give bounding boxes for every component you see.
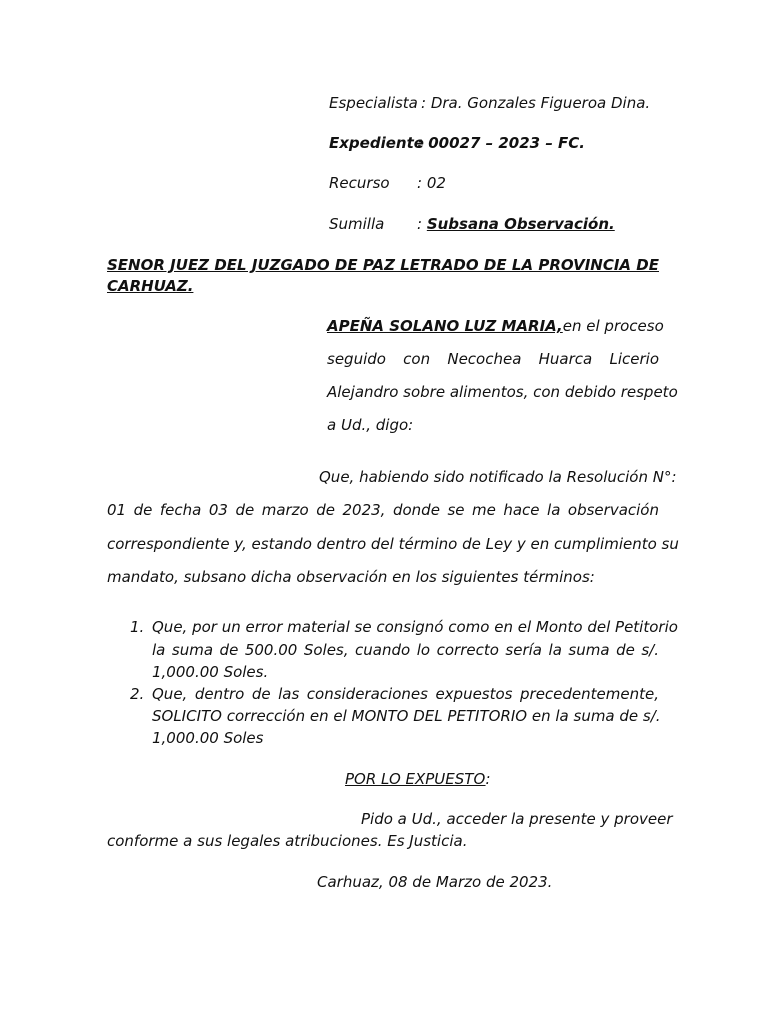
addressee-line-1: SENOR JUEZ DEL JUZGADO DE PAZ LETRADO DE LA PROVINCIA DE — [107, 256, 659, 274]
list-item-1-line-3: 1,000.00 Soles. — [152, 663, 269, 681]
party-line-1-rest: en el proceso — [562, 317, 664, 335]
body-line-1: Que, habiendo sido notificado la Resolución N°: — [319, 468, 677, 486]
list-item-1-line-2: la suma de 500.00 Soles, cuando lo correcto sería la suma de s/. — [152, 641, 659, 659]
especialista-value: : Dra. Gonzales Figueroa Dina. — [421, 94, 651, 112]
sumilla-label: Sumilla — [329, 215, 385, 233]
party-line-2: seguido con Necochea Huarca Licerio — [327, 350, 659, 368]
list-item-2-line-2: SOLICITO corrección en el MONTO DEL PETITORIO en la suma de s/. — [152, 707, 661, 725]
expediente-value: : 00027 – 2023 – FC. — [417, 134, 585, 152]
party-line-1 — [327, 317, 664, 335]
body-line-3: correspondiente y, estando dentro del término de Ley y en cumplimiento su — [107, 535, 679, 553]
body-line-4: mandato, subsano dicha observación en los siguientes términos: — [107, 568, 595, 586]
closing-heading: POR LO EXPUESTO — [345, 770, 486, 788]
party-line-3: Alejandro sobre alimentos, con debido respeto — [327, 383, 678, 401]
list-item-1-number: 1. — [130, 618, 145, 636]
closing-heading-line — [345, 770, 491, 788]
closing-line-1: Pido a Ud., acceder la presente y proveer — [361, 810, 673, 828]
closing-heading-suffix: : — [485, 770, 491, 788]
addressee-line-2: CARHUAZ. — [107, 277, 194, 295]
recurso-label: Recurso — [329, 174, 390, 192]
especialista-label: Especialista — [329, 94, 418, 112]
party-line-4: a Ud., digo: — [327, 416, 414, 434]
party-name: APEÑA SOLANO LUZ MARIA, — [327, 317, 563, 335]
closing-date: Carhuaz, 08 de Marzo de 2023. — [317, 873, 553, 891]
list-item-2-number: 2. — [130, 685, 145, 703]
closing-line-2: conforme a sus legales atribuciones. Es Justicia. — [107, 832, 468, 850]
list-item-2-line-3: 1,000.00 Soles — [152, 729, 264, 747]
sumilla-value: Subsana Observación. — [426, 215, 615, 233]
list-item-1-line-1: Que, por un error material se consignó como en el Monto del Petitorio — [152, 618, 678, 636]
list-item-2-line-1: Que, dentro de las consideraciones expuestos precedentemente, — [152, 685, 659, 703]
sumilla-prefix: : — [417, 215, 427, 233]
sumilla-field — [417, 215, 615, 233]
expediente-label: Expediente — [329, 134, 424, 152]
body-line-2: 01 de fecha 03 de marzo de 2023, donde se me hace la observación — [107, 501, 659, 519]
recurso-value: : 02 — [417, 174, 446, 192]
